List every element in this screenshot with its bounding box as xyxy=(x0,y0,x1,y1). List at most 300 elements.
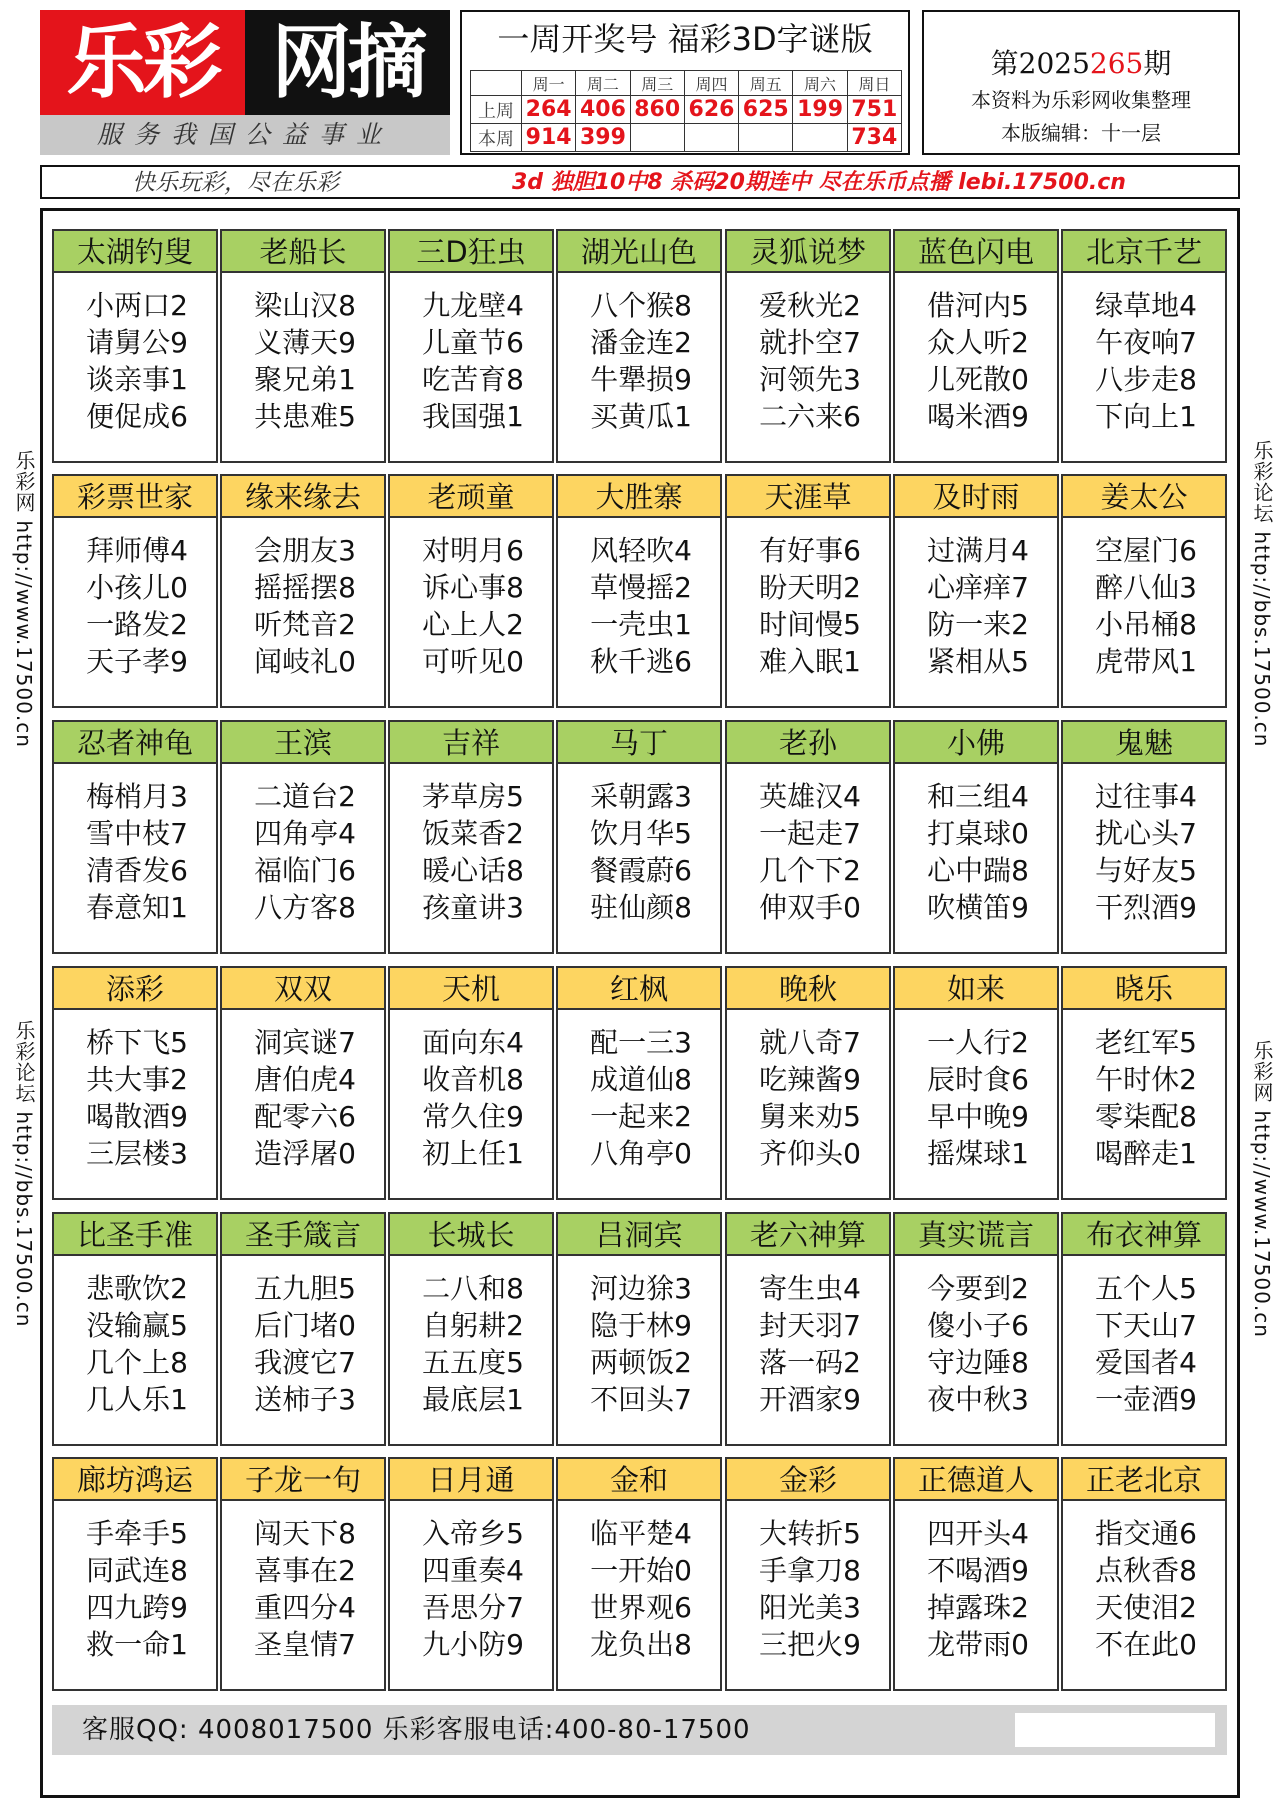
riddle-card xyxy=(52,720,218,954)
riddle-card xyxy=(556,229,722,463)
riddle-line: 闻岐礼0 xyxy=(254,645,356,678)
riddle-line: 午夜响7 xyxy=(1095,326,1197,359)
riddle-card xyxy=(388,720,554,954)
riddle-line: 八角亭0 xyxy=(590,1137,692,1170)
riddle-line: 夜中秋3 xyxy=(927,1383,1029,1416)
riddle-line: 八个猴8 xyxy=(590,289,692,322)
side-text-right-top: 乐彩论坛 http://bbs.17500.cn xyxy=(1250,440,1274,748)
day-header: 周二 xyxy=(576,71,630,96)
riddle-line: 孩童讲3 xyxy=(422,891,524,924)
riddle-line: 餐霞蔚6 xyxy=(590,854,692,887)
riddle-line: 采朝露3 xyxy=(590,780,692,813)
day-header: 周四 xyxy=(684,71,738,96)
riddle-line: 喝米酒9 xyxy=(927,400,1029,433)
riddle-line: 四开头4 xyxy=(927,1517,1029,1550)
day-header: 周一 xyxy=(522,71,576,96)
riddle-card xyxy=(1061,474,1227,708)
logo-red-part: 乐彩 xyxy=(40,10,245,115)
card-title: 太湖钓叟 xyxy=(54,231,216,273)
riddle-line: 风轻吹4 xyxy=(590,534,692,567)
riddle-line: 茅草房5 xyxy=(422,780,524,813)
riddle-line: 打桌球0 xyxy=(927,817,1029,850)
card-lines xyxy=(735,1024,885,1172)
riddle-line: 点秋香8 xyxy=(1095,1554,1197,1587)
riddle-line: 雪中枝7 xyxy=(86,817,188,850)
riddle-line: 九龙壁4 xyxy=(422,289,524,322)
riddle-line: 几个上8 xyxy=(86,1346,188,1379)
riddle-line: 手牵手5 xyxy=(86,1517,188,1550)
riddle-card xyxy=(220,229,386,463)
riddle-card xyxy=(725,229,891,463)
riddle-card xyxy=(52,966,218,1200)
riddle-line: 借河内5 xyxy=(927,289,1029,322)
riddle-line: 同武连8 xyxy=(86,1554,188,1587)
card-title: 北京千艺 xyxy=(1063,231,1225,273)
riddle-line: 喜事在2 xyxy=(254,1554,356,1587)
card-title: 金彩 xyxy=(727,1459,889,1501)
riddle-line: 阳光美3 xyxy=(759,1591,861,1624)
riddle-line: 时间慢5 xyxy=(759,608,861,641)
riddle-line: 成道仙8 xyxy=(590,1063,692,1096)
card-lines xyxy=(1071,1270,1221,1418)
card-title: 马丁 xyxy=(558,722,720,764)
riddle-line: 醉八仙3 xyxy=(1095,571,1197,604)
weekly-draw-box xyxy=(460,10,910,155)
card-title: 子龙一句 xyxy=(222,1459,384,1501)
card-title: 晚秋 xyxy=(727,968,889,1010)
riddle-line: 伸双手0 xyxy=(759,891,861,924)
riddle-card xyxy=(1061,966,1227,1200)
riddle-card xyxy=(556,966,722,1200)
riddle-card xyxy=(893,720,1059,954)
riddle-card xyxy=(893,1212,1059,1446)
last-week-label: 上周 xyxy=(471,96,522,124)
riddle-card xyxy=(52,1212,218,1446)
card-lines xyxy=(398,1515,548,1663)
riddle-line: 有好事6 xyxy=(759,534,861,567)
riddle-line: 三层楼3 xyxy=(86,1137,188,1170)
riddle-line: 就八奇7 xyxy=(759,1026,861,1059)
issue-prefix: 第2025 xyxy=(990,47,1090,80)
issue-suffix: 期 xyxy=(1143,47,1172,80)
card-lines xyxy=(398,778,548,926)
side-text-left-top: 乐彩网 http://www.17500.cn xyxy=(12,450,36,748)
riddle-card xyxy=(556,474,722,708)
card-title: 老船长 xyxy=(222,231,384,273)
riddle-line: 可听见0 xyxy=(422,645,524,678)
riddle-line: 造浮屠0 xyxy=(254,1137,356,1170)
card-title: 红枫 xyxy=(558,968,720,1010)
card-title: 湖光山色 xyxy=(558,231,720,273)
riddle-line: 拜师傅4 xyxy=(86,534,188,567)
riddle-line: 隐于林9 xyxy=(590,1309,692,1342)
riddle-card xyxy=(52,474,218,708)
tagline-promo-link[interactable]: 3d 独胆10中8 杀码20期连中 尽在乐币点播 lebi.17500.cn xyxy=(512,170,1126,195)
riddle-line: 吹横笛9 xyxy=(927,891,1029,924)
weekly-draw-title: 一周开奖号 福彩3D字谜版 xyxy=(497,20,873,58)
issue-source-note: 本资料为乐彩网收集整理 xyxy=(971,88,1191,112)
card-lines xyxy=(735,532,885,680)
day-header: 周六 xyxy=(793,71,847,96)
card-title: 天涯草 xyxy=(727,476,889,518)
riddle-line: 河领先3 xyxy=(759,363,861,396)
draw-number: 199 xyxy=(793,96,847,124)
riddle-card xyxy=(725,720,891,954)
riddle-line: 我渡它7 xyxy=(254,1346,356,1379)
riddle-card xyxy=(725,1457,891,1691)
riddle-line: 四重奏4 xyxy=(422,1554,524,1587)
weekly-draw-table xyxy=(470,70,902,152)
draw-number xyxy=(793,124,847,152)
riddle-line: 入帝乡5 xyxy=(422,1517,524,1550)
riddle-line: 指交通6 xyxy=(1095,1517,1197,1550)
card-lines xyxy=(735,778,885,926)
riddle-line: 一起来2 xyxy=(590,1100,692,1133)
card-lines xyxy=(398,287,548,435)
riddle-card xyxy=(388,229,554,463)
riddle-line: 心上人2 xyxy=(422,608,524,641)
riddle-card xyxy=(893,229,1059,463)
riddle-line: 儿童节6 xyxy=(422,326,524,359)
issue-info-box xyxy=(922,10,1240,155)
card-lines xyxy=(566,778,716,926)
card-lines xyxy=(903,1024,1053,1172)
logo-black-part: 网摘 xyxy=(245,10,450,115)
card-title: 双双 xyxy=(222,968,384,1010)
riddle-line: 最底层1 xyxy=(422,1383,524,1416)
riddle-line: 吾思分7 xyxy=(422,1591,524,1624)
table-corner xyxy=(471,71,522,96)
riddle-card xyxy=(556,1457,722,1691)
riddle-line: 两顿饭2 xyxy=(590,1346,692,1379)
issue-number xyxy=(924,42,1238,82)
tagline-bar xyxy=(40,165,1240,199)
riddle-line: 落一码2 xyxy=(759,1346,861,1379)
card-lines xyxy=(1071,778,1221,926)
riddle-line: 清香发6 xyxy=(86,854,188,887)
riddle-line: 圣皇情7 xyxy=(254,1628,356,1661)
riddle-line: 四九跨9 xyxy=(86,1591,188,1624)
riddle-card xyxy=(52,229,218,463)
riddle-card xyxy=(1061,229,1227,463)
card-lines xyxy=(230,1270,380,1418)
riddle-line: 唐伯虎4 xyxy=(254,1063,356,1096)
draw-number: 751 xyxy=(847,96,901,124)
riddle-line: 绿草地4 xyxy=(1095,289,1197,322)
riddle-line: 不在此0 xyxy=(1095,1628,1197,1661)
logo xyxy=(40,10,450,115)
card-title: 蓝色闪电 xyxy=(895,231,1057,273)
card-title: 彩票世家 xyxy=(54,476,216,518)
riddle-card xyxy=(725,474,891,708)
riddle-line: 桥下飞5 xyxy=(86,1026,188,1059)
card-lines xyxy=(62,778,212,926)
riddle-line: 下向上1 xyxy=(1095,400,1197,433)
card-lines xyxy=(735,1270,885,1418)
riddle-card xyxy=(725,1212,891,1446)
riddle-line: 诉心事8 xyxy=(422,571,524,604)
card-title: 鬼魅 xyxy=(1063,722,1225,764)
riddle-line: 一路发2 xyxy=(86,608,188,641)
card-title: 姜太公 xyxy=(1063,476,1225,518)
card-lines xyxy=(62,287,212,435)
riddle-line: 爱秋光2 xyxy=(759,289,861,322)
riddle-line: 小孩儿0 xyxy=(86,571,188,604)
riddle-line: 天使泪2 xyxy=(1095,1591,1197,1624)
riddle-line: 临平楚4 xyxy=(590,1517,692,1550)
card-title: 王滨 xyxy=(222,722,384,764)
riddle-line: 驻仙颜8 xyxy=(590,891,692,924)
riddle-line: 秋千逃6 xyxy=(590,645,692,678)
riddle-card xyxy=(1061,1457,1227,1691)
riddle-card xyxy=(388,966,554,1200)
riddle-line: 梁山汉8 xyxy=(254,289,356,322)
riddle-line: 福临门6 xyxy=(254,854,356,887)
draw-number xyxy=(739,124,793,152)
card-lines xyxy=(566,1024,716,1172)
riddle-line: 摇摇摆8 xyxy=(254,571,356,604)
riddle-line: 听梵音2 xyxy=(254,608,356,641)
card-title: 廊坊鸿运 xyxy=(54,1459,216,1501)
riddle-line: 难入眠1 xyxy=(759,645,861,678)
riddle-card xyxy=(1061,1212,1227,1446)
riddle-line: 手拿刀8 xyxy=(759,1554,861,1587)
riddle-line: 世界观6 xyxy=(590,1591,692,1624)
riddle-card xyxy=(893,474,1059,708)
riddle-line: 喝醉走1 xyxy=(1095,1137,1197,1170)
card-title: 长城长 xyxy=(390,1214,552,1256)
riddle-line: 几个下2 xyxy=(759,854,861,887)
riddle-line: 大转折5 xyxy=(759,1517,861,1550)
riddle-line: 与好友5 xyxy=(1095,854,1197,887)
riddle-card xyxy=(388,474,554,708)
card-title: 灵狐说梦 xyxy=(727,231,889,273)
card-lines xyxy=(62,1515,212,1663)
riddle-line: 空屋门6 xyxy=(1095,534,1197,567)
day-header: 周日 xyxy=(847,71,901,96)
riddle-line: 二六来6 xyxy=(759,400,861,433)
riddle-line: 买黄瓜1 xyxy=(590,400,692,433)
riddle-line: 守边陲8 xyxy=(927,1346,1029,1379)
riddle-line: 配零六6 xyxy=(254,1100,356,1133)
day-header: 周三 xyxy=(630,71,684,96)
riddle-line: 小吊桶8 xyxy=(1095,608,1197,641)
riddle-line: 紧相从5 xyxy=(927,645,1029,678)
riddle-line: 配一三3 xyxy=(590,1026,692,1059)
card-title: 日月通 xyxy=(390,1459,552,1501)
issue-number-red: 265 xyxy=(1089,47,1144,80)
draw-number: 406 xyxy=(576,96,630,124)
riddle-line: 请舅公9 xyxy=(86,326,188,359)
riddle-line: 没输赢5 xyxy=(86,1309,188,1342)
riddle-line: 爱国者4 xyxy=(1095,1346,1197,1379)
riddle-line: 洞宾谜7 xyxy=(254,1026,356,1059)
card-lines xyxy=(566,1515,716,1663)
riddle-line: 暖心话8 xyxy=(422,854,524,887)
issue-editor: 本版编辑：十一层 xyxy=(1001,121,1161,145)
riddle-line: 一人行2 xyxy=(927,1026,1029,1059)
card-title: 正老北京 xyxy=(1063,1459,1225,1501)
draw-number: 399 xyxy=(576,124,630,152)
riddle-line: 一起走7 xyxy=(759,817,861,850)
riddle-line: 共患难5 xyxy=(254,400,356,433)
riddle-line: 零柒配8 xyxy=(1095,1100,1197,1133)
riddle-line: 河边狳3 xyxy=(590,1272,692,1305)
card-lines xyxy=(398,1270,548,1418)
riddle-line: 吃辣酱9 xyxy=(759,1063,861,1096)
riddle-card xyxy=(388,1457,554,1691)
card-title: 比圣手准 xyxy=(54,1214,216,1256)
riddle-line: 掉露珠2 xyxy=(927,1591,1029,1624)
day-header: 周五 xyxy=(739,71,793,96)
card-title: 吕洞宾 xyxy=(558,1214,720,1256)
this-week-label: 本周 xyxy=(471,124,522,152)
riddle-card xyxy=(893,966,1059,1200)
card-title: 吉祥 xyxy=(390,722,552,764)
card-title: 布衣神算 xyxy=(1063,1214,1225,1256)
riddle-card xyxy=(220,966,386,1200)
card-title: 晓乐 xyxy=(1063,968,1225,1010)
card-lines xyxy=(903,1270,1053,1418)
draw-number: 860 xyxy=(630,96,684,124)
slogan: 服务我国公益事业 xyxy=(40,115,450,155)
card-lines xyxy=(566,532,716,680)
riddle-line: 龙负出8 xyxy=(590,1628,692,1661)
riddle-card xyxy=(893,1457,1059,1691)
card-lines xyxy=(1071,532,1221,680)
riddle-line: 自躬耕2 xyxy=(422,1309,524,1342)
riddle-line: 不喝酒9 xyxy=(927,1554,1029,1587)
draw-number: 625 xyxy=(739,96,793,124)
riddle-line: 闯天下8 xyxy=(254,1517,356,1550)
riddle-line: 傻小子6 xyxy=(927,1309,1029,1342)
riddle-line: 三把火9 xyxy=(759,1628,861,1661)
card-lines xyxy=(230,778,380,926)
riddle-line: 五九胆5 xyxy=(254,1272,356,1305)
riddle-line: 八方客8 xyxy=(254,891,356,924)
card-lines xyxy=(62,1270,212,1418)
card-title: 老孙 xyxy=(727,722,889,764)
side-text-right-bottom: 乐彩网 http://www.17500.cn xyxy=(1250,1040,1274,1338)
riddle-line: 常久住9 xyxy=(422,1100,524,1133)
riddle-line: 辰时食6 xyxy=(927,1063,1029,1096)
riddle-line: 扰心头7 xyxy=(1095,817,1197,850)
card-title: 真实谎言 xyxy=(895,1214,1057,1256)
riddle-line: 午时休2 xyxy=(1095,1063,1197,1096)
riddle-line: 舅来劝5 xyxy=(759,1100,861,1133)
riddle-card xyxy=(220,474,386,708)
draw-number xyxy=(630,124,684,152)
riddle-line: 盼天明2 xyxy=(759,571,861,604)
riddle-line: 收音机8 xyxy=(422,1063,524,1096)
riddle-line: 义薄天9 xyxy=(254,326,356,359)
card-title: 小佛 xyxy=(895,722,1057,764)
card-title: 正德道人 xyxy=(895,1459,1057,1501)
riddle-card xyxy=(220,720,386,954)
card-lines xyxy=(398,1024,548,1172)
footer-blank-box xyxy=(1015,1713,1215,1747)
riddle-line: 潘金连2 xyxy=(590,326,692,359)
card-title: 及时雨 xyxy=(895,476,1057,518)
riddle-line: 干烈酒9 xyxy=(1095,891,1197,924)
card-lines xyxy=(566,287,716,435)
riddle-line: 梅梢月3 xyxy=(86,780,188,813)
riddle-line: 重四分4 xyxy=(254,1591,356,1624)
tagline-left: 快乐玩彩，尽在乐彩 xyxy=(132,170,339,196)
riddle-line: 喝散酒9 xyxy=(86,1100,188,1133)
riddle-line: 后门堵0 xyxy=(254,1309,356,1342)
riddle-line: 四角亭4 xyxy=(254,817,356,850)
riddle-line: 共大事2 xyxy=(86,1063,188,1096)
riddle-line: 齐仰头0 xyxy=(759,1137,861,1170)
riddle-line: 八步走8 xyxy=(1095,363,1197,396)
draw-number: 626 xyxy=(684,96,738,124)
riddle-line: 心痒痒7 xyxy=(927,571,1029,604)
riddle-line: 春意知1 xyxy=(86,891,188,924)
riddle-line: 面向东4 xyxy=(422,1026,524,1059)
riddle-line: 封天羽7 xyxy=(759,1309,861,1342)
card-lines xyxy=(1071,1024,1221,1172)
riddle-line: 九小防9 xyxy=(422,1628,524,1661)
riddle-card xyxy=(220,1212,386,1446)
riddle-line: 防一来2 xyxy=(927,608,1029,641)
riddle-line: 开酒家9 xyxy=(759,1383,861,1416)
riddle-line: 一壳虫1 xyxy=(590,608,692,641)
riddle-line: 牛犟损9 xyxy=(590,363,692,396)
card-lines xyxy=(903,778,1053,926)
riddle-line: 不回头7 xyxy=(590,1383,692,1416)
riddle-line: 今要到2 xyxy=(927,1272,1029,1305)
card-lines xyxy=(62,1024,212,1172)
card-lines xyxy=(903,1515,1053,1663)
card-title: 忍者神龟 xyxy=(54,722,216,764)
card-title: 添彩 xyxy=(54,968,216,1010)
card-lines xyxy=(230,532,380,680)
card-title: 如来 xyxy=(895,968,1057,1010)
riddle-line: 儿死散0 xyxy=(927,363,1029,396)
riddle-line: 摇煤球1 xyxy=(927,1137,1029,1170)
riddle-line: 寄生虫4 xyxy=(759,1272,861,1305)
riddle-line: 救一命1 xyxy=(86,1628,188,1661)
riddle-card xyxy=(725,966,891,1200)
riddle-line: 悲歌饮2 xyxy=(86,1272,188,1305)
riddle-line: 众人听2 xyxy=(927,326,1029,359)
riddle-line: 和三组4 xyxy=(927,780,1029,813)
riddle-line: 五个人5 xyxy=(1095,1272,1197,1305)
riddle-line: 小两口2 xyxy=(86,289,188,322)
riddle-card xyxy=(220,1457,386,1691)
card-title: 老顽童 xyxy=(390,476,552,518)
footer-contact: 客服QQ: 4008017500 乐彩客服电话:400-80-17500 xyxy=(82,1715,751,1745)
riddle-line: 聚兄弟1 xyxy=(254,363,356,396)
card-title: 老六神算 xyxy=(727,1214,889,1256)
riddle-line: 早中晚9 xyxy=(927,1100,1029,1133)
riddle-line: 谈亲事1 xyxy=(86,363,188,396)
riddle-line: 二道台2 xyxy=(254,780,356,813)
card-lines xyxy=(398,532,548,680)
card-lines xyxy=(735,287,885,435)
draw-number: 734 xyxy=(847,124,901,152)
riddle-line: 就扑空7 xyxy=(759,326,861,359)
riddle-line: 二八和8 xyxy=(422,1272,524,1305)
draw-number: 264 xyxy=(522,96,576,124)
riddle-line: 草慢摇2 xyxy=(590,571,692,604)
riddle-line: 对明月6 xyxy=(422,534,524,567)
riddle-card xyxy=(556,1212,722,1446)
draw-number xyxy=(684,124,738,152)
riddle-card xyxy=(52,1457,218,1691)
riddle-line: 饮月华5 xyxy=(590,817,692,850)
